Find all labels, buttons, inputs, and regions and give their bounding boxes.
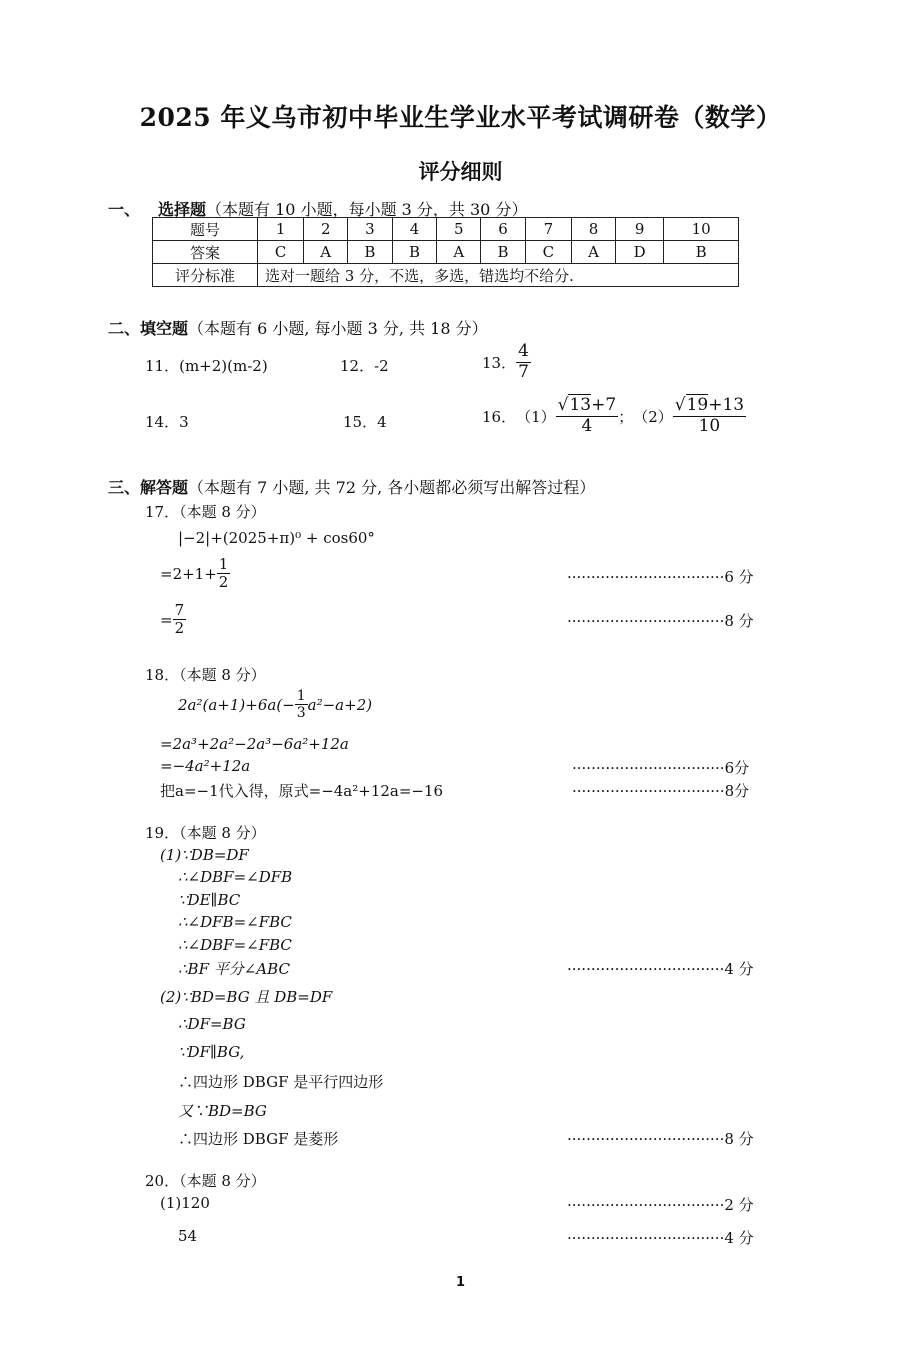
page-subtitle: 评分细则: [418, 159, 503, 184]
q17-step2-text: =: [160, 610, 173, 629]
section3-desc: （本题有 7 小题, 共 72 分, 各小题都必须写出解答过程）: [188, 478, 596, 497]
section3-name: 解答题: [140, 478, 189, 497]
table-cell: 2: [304, 218, 348, 241]
q19-p1-line: ∵DE∥BC: [178, 891, 241, 909]
q16-answer2-rest: +13: [708, 395, 745, 415]
q20-line2: 54: [178, 1227, 198, 1245]
q16-answer1-denominator: 4: [581, 415, 593, 436]
table-cell: A: [304, 241, 348, 264]
q20-label: 20．（本题 8 分）: [145, 1172, 266, 1190]
q16-separator: ；: [618, 407, 634, 426]
q18-expr-numerator: 1: [296, 688, 306, 704]
section2-heading: [108, 316, 488, 339]
q11: [145, 355, 268, 376]
table-cell: B: [481, 241, 526, 264]
q17-step1-fraction: [217, 556, 231, 592]
q20-line1: (1)120: [160, 1194, 210, 1212]
q16-answer1-radicand: 13: [569, 395, 592, 415]
q19-p1-line: ∴∠DBF=∠DFB: [178, 868, 293, 886]
q12: [340, 355, 389, 376]
q18-expr-denominator: 3: [296, 705, 306, 722]
q18-expression: [178, 688, 372, 721]
q19-p1-line: ∴BF 平分∠ABC: [178, 960, 290, 978]
q17-step1: [160, 556, 230, 592]
q17-step2-fraction: [173, 602, 187, 638]
q15: [343, 411, 387, 432]
section2-desc: （本题有 6 小题, 每小题 3 分, 共 18 分）: [188, 319, 488, 338]
table-cell: B: [392, 241, 437, 264]
q17-step1-denominator: 2: [218, 573, 229, 592]
table-row: [153, 241, 739, 264]
q19-p2-line: ∵DF∥BG,: [178, 1043, 245, 1061]
section3-number: 三、: [108, 478, 141, 497]
q18-line3: 把a=−1代入得，原式=−4a²+12a=−16: [160, 782, 444, 800]
q19-p2-line: ∴四边形 DBGF 是菱形: [178, 1130, 339, 1148]
q16-label: 16．: [482, 407, 517, 426]
q18-label: 18．（本题 8 分）: [145, 666, 266, 684]
table-cell: A: [572, 241, 616, 264]
table-cell: 10: [664, 218, 739, 241]
q18-line1: =2a³+2a²−2a³−6a²+12a: [160, 735, 349, 753]
q16: [482, 396, 746, 436]
q17-step2-numerator: 7: [174, 601, 185, 619]
table-cell: 7: [525, 218, 571, 241]
table-cell: C: [525, 241, 571, 264]
q17-label: 17．（本题 8 分）: [145, 503, 266, 521]
q13-denominator: 7: [518, 361, 529, 382]
q19-p2-line: (2)∵BD=BG 且 DB=DF: [160, 988, 333, 1006]
section1-name: 选择题: [158, 200, 207, 219]
q16-answer2-numerator: √19+13: [674, 395, 745, 415]
table-cell: 9: [615, 218, 663, 241]
q16-part2-label: （2）: [633, 407, 673, 426]
page-title: 2025 年义乌市初中毕业生学业水平考试调研卷（数学）: [139, 103, 782, 132]
q11-label: 11．: [145, 357, 180, 375]
q14: [145, 411, 189, 432]
q17-step1-text: =2+1+: [160, 564, 217, 583]
q17-step2: [160, 602, 186, 638]
q12-answer: -2: [374, 357, 389, 375]
q17-step1-numerator: 1: [218, 555, 229, 573]
q19-label: 19．（本题 8 分）: [145, 824, 266, 842]
q19-p1-line: (1)∵DB=DF: [160, 846, 249, 864]
table-cell: 3: [348, 218, 393, 241]
q17-step1-score: ·································6 分: [567, 568, 754, 586]
q18-line2-score: ································6分: [572, 759, 750, 777]
q12-label: 12．: [340, 357, 375, 375]
q13-numerator: 4: [518, 341, 529, 361]
q19-p2-line: ∴DF=BG: [178, 1015, 246, 1033]
q11-answer: (m+2)(m-2): [179, 357, 268, 375]
answer-table: [152, 217, 739, 287]
q19-p1-line: ∴∠DBF=∠FBC: [178, 936, 292, 954]
q16-answer1-fraction: [556, 396, 619, 436]
table-cell: 5: [437, 218, 481, 241]
q18-expr-part1: 2a²(a+1)+6a(−: [178, 695, 295, 714]
q16-answer1-rest: +7: [591, 395, 617, 415]
q13-label: 13．: [482, 353, 517, 372]
row-label-number: 题号: [153, 218, 258, 241]
q17-step2-denominator: 2: [174, 619, 185, 638]
section2-number: 二、: [108, 319, 141, 338]
section3-heading: [108, 475, 595, 498]
q20-line2-score: ·································4 分: [567, 1229, 754, 1247]
table-cell: B: [664, 241, 739, 264]
section1-number: 一、: [108, 200, 141, 219]
q19-p1-line: ∴∠DFB=∠FBC: [178, 913, 292, 931]
table-cell: B: [348, 241, 393, 264]
table-cell: 8: [572, 218, 616, 241]
q16-answer2-denominator: 10: [698, 415, 721, 436]
table-cell: 4: [392, 218, 437, 241]
table-cell: 1: [258, 218, 304, 241]
scoring-standard: 选对一题给 3 分，不选，多选，错选均不给分.: [258, 264, 739, 287]
q18-line3-score: ································8分: [572, 782, 750, 800]
q17-step2-score: ·································8 分: [567, 612, 754, 630]
q16-answer1-numerator: √13+7: [557, 395, 617, 415]
q14-answer: 3: [179, 413, 189, 431]
q16-answer2-fraction: [673, 396, 746, 436]
q17-expression: |−2|+(2025+π)⁰ + cos60°: [178, 529, 375, 547]
q20-line1-score: ·································2 分: [567, 1196, 754, 1214]
q16-part1-label: （1）: [516, 407, 556, 426]
q18-expr-part2: a²−a+2): [307, 695, 373, 714]
q18-expr-fraction: [295, 688, 308, 721]
section2-name: 填空题: [140, 319, 189, 338]
section1-desc: （本题有 10 小题，每小题 3 分，共 30 分）: [206, 200, 528, 219]
table-cell: C: [258, 241, 304, 264]
q15-answer: 4: [377, 413, 387, 431]
q16-answer2-radicand: 19: [686, 395, 709, 415]
q19-p2-line: 又∵BD=BG: [178, 1102, 267, 1120]
table-cell: 6: [481, 218, 526, 241]
q19-p2-line: ∴四边形 DBGF 是平行四边形: [178, 1073, 384, 1091]
row-label-answer: 答案: [153, 241, 258, 264]
table-row: [153, 218, 739, 241]
row-label-standard: 评分标准: [153, 264, 258, 287]
table-cell: A: [437, 241, 481, 264]
q14-label: 14．: [145, 413, 180, 431]
page-number: 1: [455, 1275, 466, 1290]
q15-label: 15．: [343, 413, 378, 431]
q13-fraction: [516, 342, 531, 382]
table-row: [153, 264, 739, 287]
q19-p2-score: ·································8 分: [567, 1130, 754, 1148]
q19-p1-score: ·································4 分: [567, 960, 754, 978]
q18-line2: =−4a²+12a: [160, 757, 251, 775]
table-cell: D: [615, 241, 663, 264]
q13: [482, 342, 531, 382]
